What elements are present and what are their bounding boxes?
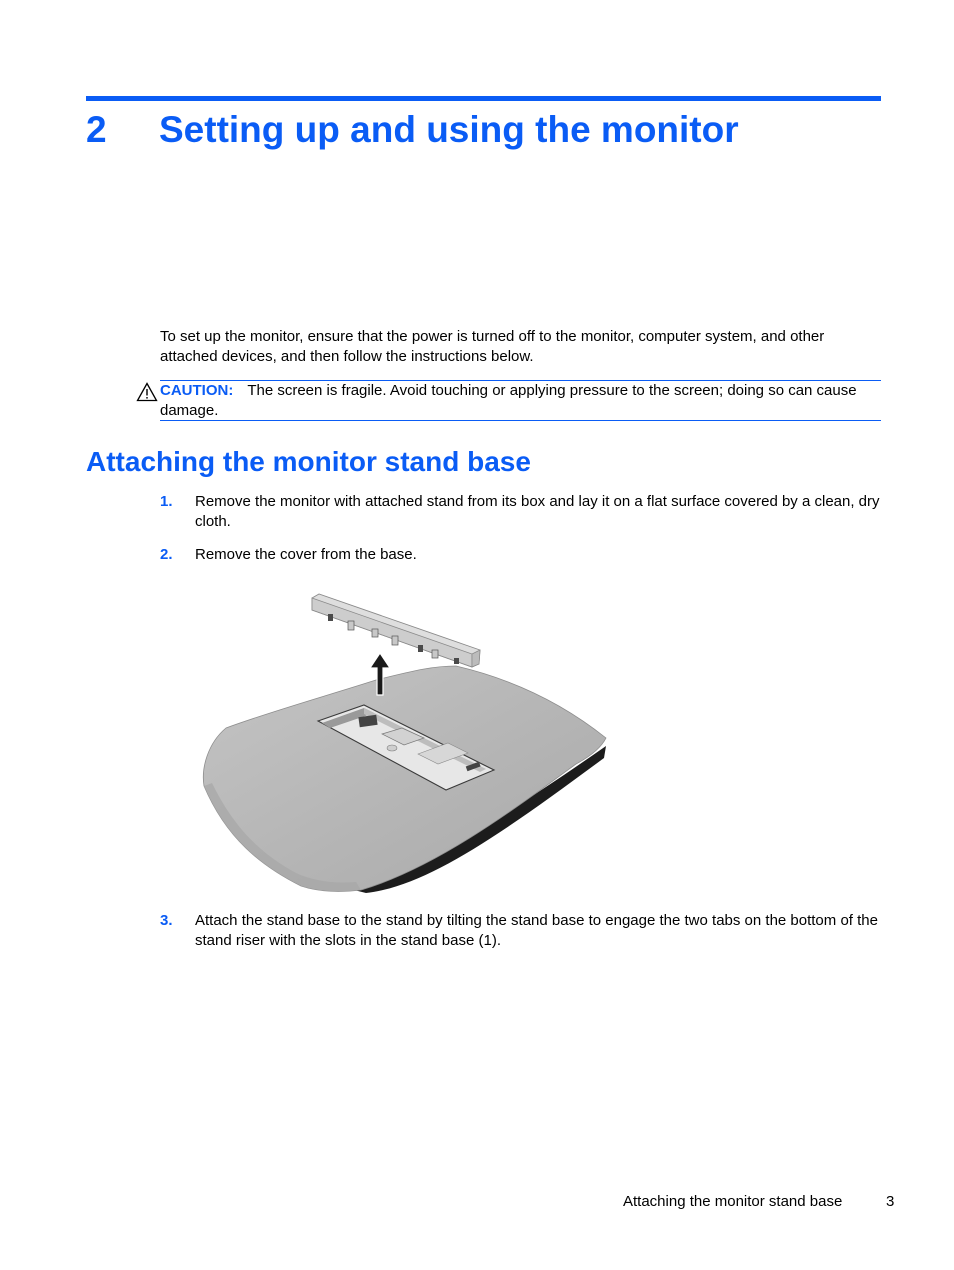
step-text: Attach the stand base to the stand by tilting the stand base to engage the two tabs on the bottom of the stand riser with the slots in the stand base (1). (195, 912, 878, 949)
list-item (160, 492, 882, 532)
section-heading: Attaching the monitor stand base (86, 446, 531, 477)
list-item (160, 911, 882, 951)
chapter-rule (86, 96, 881, 101)
step-number: 3. (160, 912, 173, 929)
footer-section-title: Attaching the monitor stand base (623, 1193, 843, 1210)
list-item (160, 545, 882, 565)
step-text: Remove the cover from the base. (195, 546, 417, 563)
chapter-number: 2 (86, 109, 107, 150)
step-number: 2. (160, 546, 173, 563)
step-number: 1. (160, 493, 173, 510)
step-text: Remove the monitor with attached stand from its box and lay it on a flat surface covered by a clean, dry cloth. (195, 493, 880, 530)
chapter-title: Setting up and using the monitor (159, 109, 739, 150)
intro-paragraph: To set up the monitor, ensure that the power is turned off to the monitor, computer system, and other attached devices, and then follow the instructions below. (160, 328, 825, 365)
warning-triangle-icon (136, 382, 158, 402)
caution-label: CAUTION: (160, 382, 234, 399)
chapter-heading (86, 108, 739, 152)
caution-box (160, 380, 881, 421)
caution-text (160, 381, 881, 421)
page-number: 3 (886, 1193, 895, 1210)
caution-message: The screen is fragile. Avoid touching or applying pressure to the screen; doing so can cause damage. (160, 382, 857, 419)
stand-base-illustration (196, 588, 616, 896)
